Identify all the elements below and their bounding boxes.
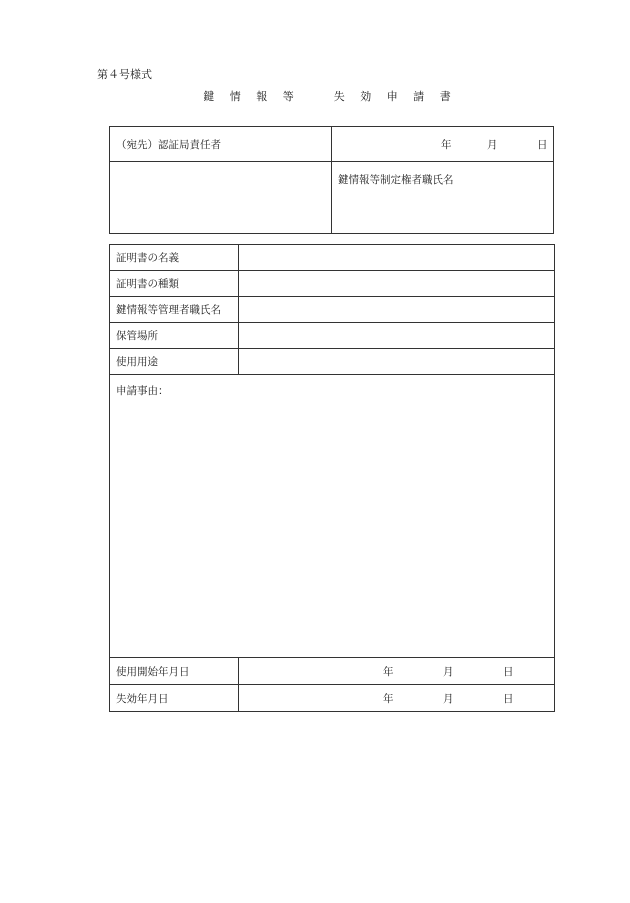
expire-date-day-label: 日 [503, 692, 514, 705]
field-label-certificate-type: 証明書の種類 [110, 271, 239, 297]
start-date-year-label: 年 [383, 665, 394, 678]
start-date-parts [245, 664, 548, 679]
start-date-day-label: 日 [503, 665, 514, 678]
field-label-storage-location: 保管場所 [110, 323, 239, 349]
field-value-key-manager[interactable] [239, 297, 555, 323]
header-row-applicant [110, 162, 554, 234]
blank-cell [110, 162, 332, 234]
field-value-storage-location[interactable] [239, 323, 555, 349]
start-date-row [110, 658, 555, 685]
field-row [110, 271, 555, 297]
field-label-certificate-name: 証明書の名義 [110, 245, 239, 271]
header-row-addressee [110, 127, 554, 162]
field-row [110, 349, 555, 375]
date-cell[interactable] [332, 127, 554, 162]
document-title: 鍵 情 報 等 失 効 申 請 書 [203, 90, 457, 103]
date-day-label: 日 [537, 138, 548, 151]
expire-date-year-label: 年 [383, 692, 394, 705]
date-parts [338, 137, 547, 152]
expire-date-label: 失効年月日 [110, 685, 239, 712]
reason-cell[interactable] [110, 375, 555, 658]
addressee-cell: （宛先）認証局責任者 [110, 127, 332, 162]
form-number: 第４号様式 [97, 68, 152, 81]
expire-date-month-label: 月 [443, 692, 454, 705]
expire-date-parts [245, 691, 548, 706]
header-table [109, 126, 554, 234]
field-row [110, 245, 555, 271]
field-label-usage: 使用用途 [110, 349, 239, 375]
field-label-key-manager: 鍵情報等管理者職氏名 [110, 297, 239, 323]
applicant-cell[interactable]: 鍵情報等制定権者職氏名 [332, 162, 554, 234]
start-date-value[interactable] [239, 658, 555, 685]
start-date-label: 使用開始年月日 [110, 658, 239, 685]
expire-date-value[interactable] [239, 685, 555, 712]
date-month-label: 月 [487, 138, 498, 151]
expire-date-row [110, 685, 555, 712]
field-value-certificate-type[interactable] [239, 271, 555, 297]
field-value-certificate-name[interactable] [239, 245, 555, 271]
field-row [110, 297, 555, 323]
field-value-usage[interactable] [239, 349, 555, 375]
main-table [109, 244, 555, 712]
field-row [110, 323, 555, 349]
date-year-label: 年 [441, 138, 452, 151]
reason-row [110, 375, 555, 658]
start-date-month-label: 月 [443, 665, 454, 678]
reason-label: 申請事由： [116, 385, 169, 397]
